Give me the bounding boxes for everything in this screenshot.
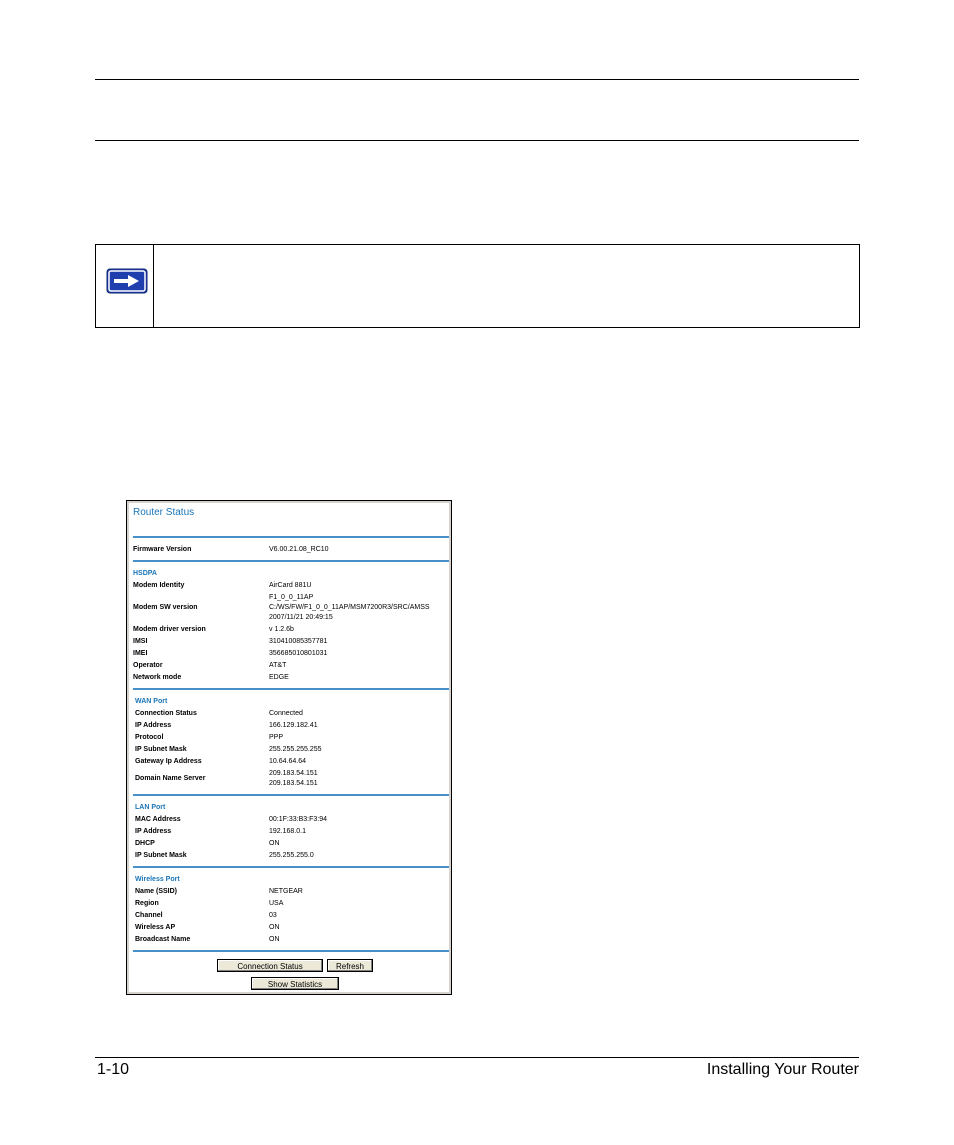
header-rule-bottom bbox=[95, 140, 859, 141]
lan-ip-address-value: 192.168.0.1 bbox=[269, 828, 306, 835]
gateway-ip-label: Gateway Ip Address bbox=[135, 758, 202, 765]
broadcast-name-value: ON bbox=[269, 936, 280, 943]
imei-value: 356685010801031 bbox=[269, 650, 328, 657]
region-label: Region bbox=[135, 900, 159, 907]
header-rule-top bbox=[95, 79, 859, 80]
note-divider bbox=[153, 245, 154, 327]
right-arrow-icon bbox=[106, 268, 148, 294]
wan-subnet-mask-label: IP Subnet Mask bbox=[135, 746, 187, 753]
modem-sw-version-line-3: 2007/11/21 20:49:15 bbox=[269, 614, 333, 621]
show-statistics-button[interactable]: Show Statistics bbox=[251, 977, 339, 990]
modem-driver-version-label: Modem driver version bbox=[133, 626, 206, 633]
network-mode-label: Network mode bbox=[133, 674, 182, 681]
wan-ip-address-value: 166.129.182.41 bbox=[269, 722, 318, 729]
connection-status-value: Connected bbox=[269, 710, 303, 717]
modem-sw-version-line-1: F1_0_0_11AP bbox=[269, 594, 314, 601]
wan-subnet-mask-value: 255.255.255.255 bbox=[269, 746, 322, 753]
protocol-label: Protocol bbox=[135, 734, 164, 741]
section-rule bbox=[133, 866, 449, 868]
router-status-screenshot bbox=[126, 500, 452, 995]
connection-status-button[interactable]: Connection Status bbox=[217, 959, 323, 972]
lan-port-heading: LAN Port bbox=[135, 804, 166, 811]
wan-ip-address-label: IP Address bbox=[135, 722, 172, 729]
mac-address-label: MAC Address bbox=[135, 816, 181, 823]
region-value: USA bbox=[269, 900, 284, 907]
section-rule bbox=[133, 560, 449, 562]
dns-line-1: 209.183.54.151 bbox=[269, 770, 318, 777]
broadcast-name-label: Broadcast Name bbox=[135, 936, 191, 943]
router-status-panel bbox=[131, 504, 449, 991]
dhcp-label: DHCP bbox=[135, 840, 155, 847]
dhcp-value: ON bbox=[269, 840, 280, 847]
note-box bbox=[95, 244, 860, 328]
gateway-ip-value: 10.64.64.64 bbox=[269, 758, 306, 765]
firmware-version-label: Firmware Version bbox=[133, 546, 192, 553]
ssid-label: Name (SSID) bbox=[135, 888, 178, 895]
modem-sw-version-line-2: C:/WS/FW/F1_0_0_11AP/MSM7200R3/SRC/AMSS bbox=[269, 604, 430, 611]
hsdpa-heading: HSDPA bbox=[133, 570, 157, 577]
modem-sw-version-label: Modem SW version bbox=[133, 604, 198, 611]
mac-address-value: 00:1F:33:B3:F3:94 bbox=[269, 816, 327, 823]
router-status-title: Router Status bbox=[133, 507, 195, 518]
section-rule bbox=[133, 794, 449, 796]
modem-identity-label: Modem Identity bbox=[133, 582, 185, 589]
wireless-ap-label: Wireless AP bbox=[135, 924, 176, 931]
dns-line-2: 209.183.54.151 bbox=[269, 780, 318, 787]
channel-value: 03 bbox=[269, 912, 277, 919]
footer-rule bbox=[95, 1057, 859, 1058]
ssid-value: NETGEAR bbox=[269, 888, 303, 895]
refresh-button[interactable]: Refresh bbox=[327, 959, 373, 972]
lan-subnet-mask-label: IP Subnet Mask bbox=[135, 852, 187, 859]
section-rule bbox=[133, 688, 449, 690]
imsi-label: IMSI bbox=[133, 638, 148, 645]
section-rule bbox=[133, 536, 449, 538]
page-number: 1-10 bbox=[97, 1061, 130, 1078]
connection-status-label: Connection Status bbox=[135, 710, 197, 717]
wireless-ap-value: ON bbox=[269, 924, 280, 931]
dns-label: Domain Name Server bbox=[135, 775, 206, 782]
network-mode-value: EDGE bbox=[269, 674, 289, 681]
channel-label: Channel bbox=[135, 912, 163, 919]
wan-port-heading: WAN Port bbox=[135, 698, 168, 705]
chapter-title: Installing Your Router bbox=[706, 1061, 859, 1078]
lan-ip-address-label: IP Address bbox=[135, 828, 172, 835]
operator-label: Operator bbox=[133, 662, 163, 669]
firmware-version-value: V6.00.21.08_RC10 bbox=[269, 546, 329, 553]
protocol-value: PPP bbox=[269, 734, 284, 741]
section-rule bbox=[133, 950, 449, 952]
modem-identity-value: AirCard 881U bbox=[269, 582, 312, 589]
modem-driver-version-value: v 1.2.6b bbox=[269, 626, 294, 633]
wireless-port-heading: Wireless Port bbox=[135, 876, 180, 883]
imsi-value: 310410085357781 bbox=[269, 638, 328, 645]
imei-label: IMEI bbox=[133, 650, 148, 657]
operator-value: AT&T bbox=[269, 662, 287, 669]
lan-subnet-mask-value: 255.255.255.0 bbox=[269, 852, 314, 859]
